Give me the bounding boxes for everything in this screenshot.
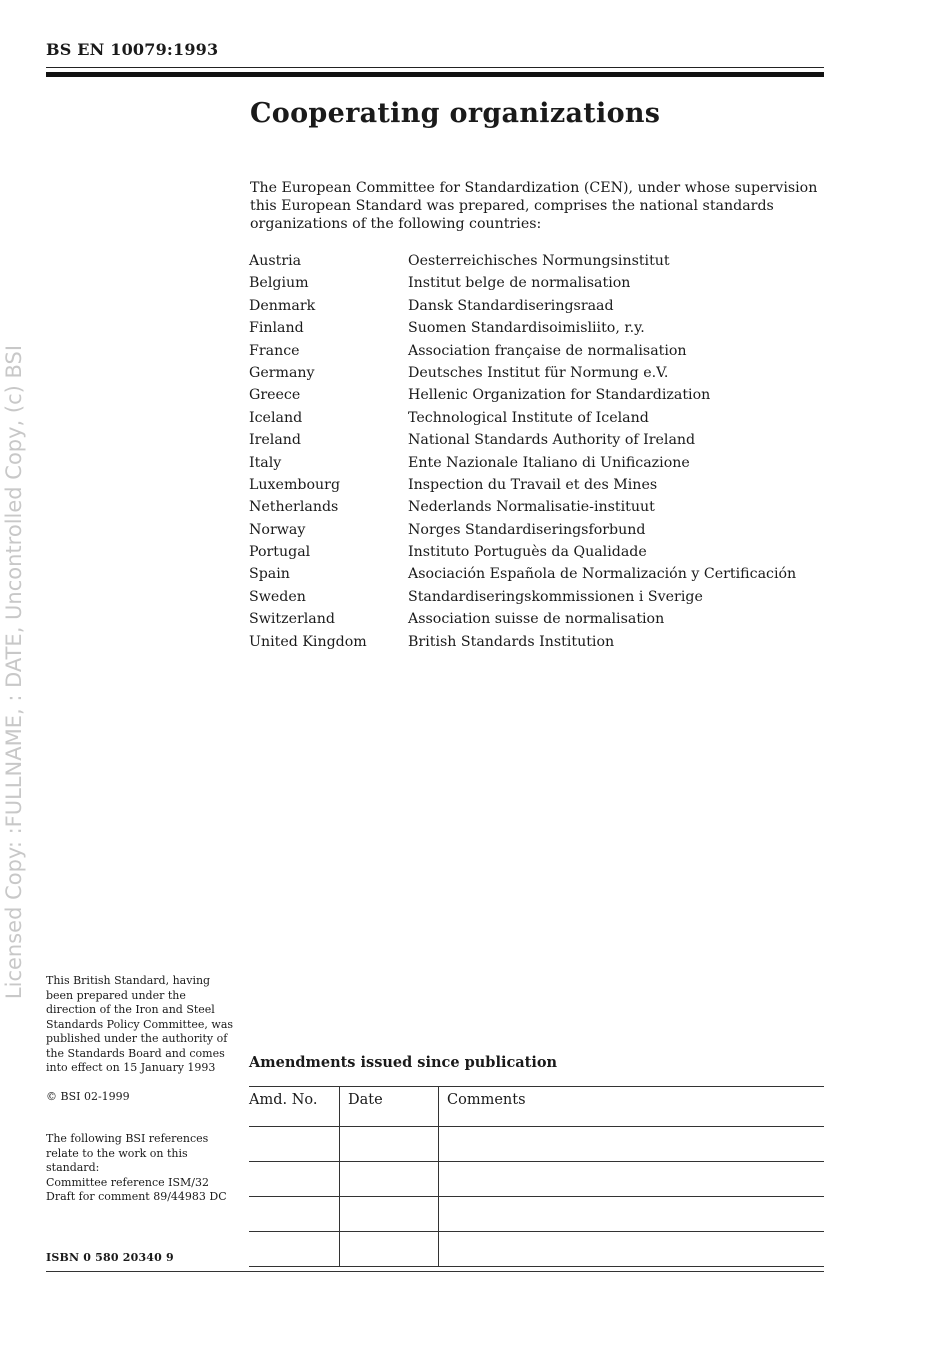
member-row [249,250,825,272]
intro-paragraph: The European Committee for Standardization (CEN), under whose supervision this European Standard was prepared, comprises the national standards organizations of the following countries: [250,180,818,232]
table-row [249,1232,824,1267]
member-country: Sweden [249,588,306,605]
member-country: Italy [249,454,282,471]
member-row [249,631,825,653]
comments-cell [439,1162,825,1197]
license-watermark: Licensed Copy: :FULLNAME, : DATE, Uncontrolled Copy, (c) BSI [2,344,26,1000]
amd-no-cell [249,1162,340,1197]
member-organization: Standardiseringskommissionen i Sverige [408,588,703,605]
member-organization: Suomen Standardisoimisliito, r.y. [408,320,645,337]
amendments-header-row [249,1087,824,1127]
document-code: BS EN 10079:1993 [46,40,219,59]
date-cell [340,1197,439,1232]
member-country: Denmark [249,297,316,314]
member-row [249,407,825,429]
date-cell [340,1232,439,1267]
amd-no-cell [249,1232,340,1267]
member-organization: National Standards Authority of Ireland [408,432,696,449]
member-country: Austria [249,253,302,269]
table-row [249,1162,824,1197]
member-organization: Norges Standardiseringsforbund [408,521,646,538]
amd-no-cell [249,1197,340,1232]
member-row [249,496,825,518]
member-row [249,295,825,317]
side-notes [46,974,236,1205]
table-row [249,1127,824,1162]
comments-cell [439,1197,825,1232]
member-row [249,608,825,630]
references-intro: The following BSI references relate to the work on this standard: [46,1132,209,1174]
footer-rule [46,1271,824,1272]
member-country: United Kingdom [249,633,367,650]
publication-note: This British Standard, having been prepared under the direction of the Iron and Steel Standards Policy Committee, was published under the authority of the Standards Board and comes into effect on 15 January 1993 [46,974,234,1074]
isbn: ISBN 0 580 20340 9 [46,1251,174,1264]
draft-reference: Draft for comment 89/44983 DC [46,1190,227,1203]
committee-reference: Committee reference ISM/32 [46,1175,209,1189]
member-row [249,452,825,474]
column-header-date: Date [340,1087,439,1127]
member-row [249,474,825,496]
table-row [249,1197,824,1232]
member-row [249,586,825,608]
member-organization: Asociación Española de Normalización y Certificación [408,566,797,583]
date-cell [340,1127,439,1162]
member-organization: Nederlands Normalisatie-instituut [408,499,655,516]
header-thin-rule [46,67,824,68]
column-header-comments: Comments [439,1087,825,1127]
copyright-note: © BSI 02-1999 [46,1089,130,1103]
member-organizations-list [249,250,825,653]
header-thick-rule [46,72,824,77]
member-organization: Hellenic Organization for Standardization [408,387,711,404]
amd-no-cell [249,1127,340,1162]
member-country: Germany [249,364,315,381]
member-row [249,384,825,406]
amendments-heading: Amendments issued since publication [249,1054,558,1071]
member-row [249,429,825,451]
member-organization: Ente Nazionale Italiano di Unificazione [408,454,690,471]
member-row [249,362,825,384]
member-organization: Oesterreichisches Normungsinstitut [408,253,670,269]
member-country: Belgium [249,275,309,292]
member-country: Netherlands [249,499,339,516]
member-row [249,317,825,339]
member-organization: British Standards Institution [408,633,615,650]
amendments-table [249,1086,824,1267]
member-row [249,519,825,541]
member-organization: Institut belge de normalisation [408,275,631,292]
member-country: Greece [249,387,301,404]
member-country: Portugal [249,544,311,561]
member-country: Luxembourg [249,476,341,493]
member-country: Finland [249,320,304,337]
member-country: France [249,342,300,359]
member-country: Norway [249,521,306,538]
member-organization: Instituto Portuguès da Qualidade [408,544,647,561]
member-row [249,272,825,294]
comments-cell [439,1127,825,1162]
member-organization: Deutsches Institut für Normung e.V. [408,364,669,381]
member-country: Ireland [249,432,301,449]
comments-cell [439,1232,825,1267]
member-organization: Technological Institute of Iceland [408,409,649,426]
member-row [249,563,825,585]
column-header-amd-no: Amd. No. [249,1087,340,1127]
page-title: Cooperating organizations [250,98,661,129]
member-organization: Association suisse de normalisation [408,611,665,628]
date-cell [340,1162,439,1197]
member-row [249,340,825,362]
member-organization: Dansk Standardiseringsraad [408,297,614,314]
member-row [249,541,825,563]
member-country: Spain [249,566,290,583]
member-organization: Association française de normalisation [408,342,687,359]
member-organization: Inspection du Travail et des Mines [408,476,658,493]
member-country: Iceland [249,409,303,426]
member-country: Switzerland [249,611,335,628]
